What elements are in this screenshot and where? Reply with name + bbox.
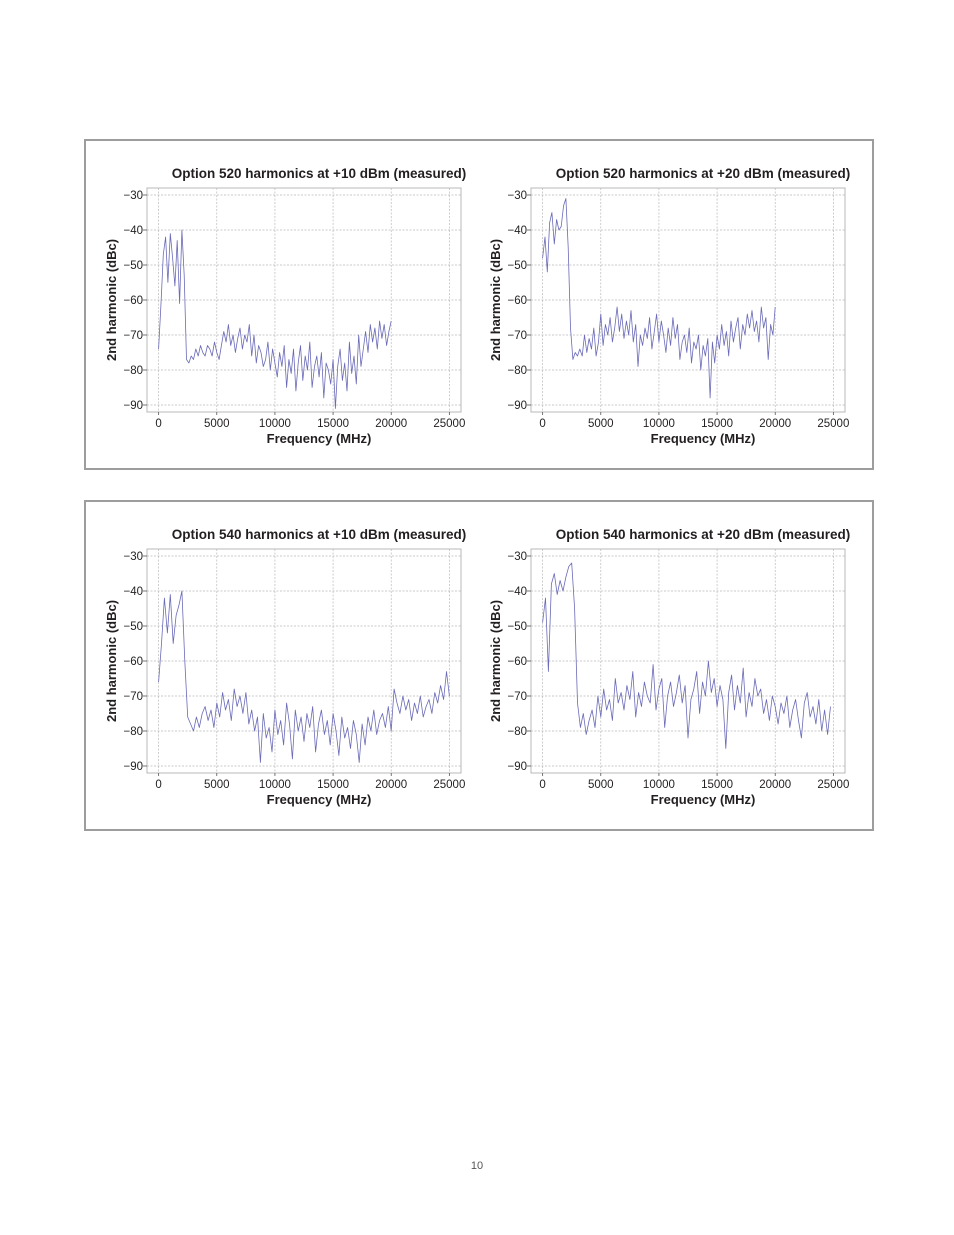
x-tick-label: 25000: [817, 418, 850, 430]
y-tick-label: −60: [507, 656, 527, 668]
y-tick-label: −80: [507, 365, 527, 377]
y-tick-label: −50: [507, 621, 527, 633]
y-tick-label: −90: [123, 761, 143, 773]
y-tick-label: −60: [123, 295, 143, 307]
chart-option-540-20dbm: [484, 502, 867, 822]
chart-option-520-20dbm: [484, 141, 867, 461]
x-tick-label: 10000: [642, 418, 675, 430]
y-tick-label: −90: [507, 761, 527, 773]
x-tick-label: 25000: [817, 779, 850, 791]
y-tick-label: −40: [123, 225, 143, 237]
x-axis-label: Frequency (MHz): [266, 792, 372, 807]
x-tick-label: 15000: [701, 779, 734, 791]
x-tick-label: 20000: [759, 779, 792, 791]
y-tick-label: −30: [123, 190, 143, 202]
y-tick-label: −50: [507, 260, 527, 272]
y-tick-label: −40: [123, 586, 143, 598]
chart-option-520-10dbm: [100, 141, 483, 461]
y-tick-label: −30: [507, 551, 527, 563]
x-tick-label: 5000: [587, 779, 614, 791]
y-tick-label: −40: [507, 225, 527, 237]
x-tick-label: 5000: [587, 418, 614, 430]
y-tick-label: −50: [123, 260, 143, 272]
x-tick-label: 5000: [203, 779, 230, 791]
x-tick-label: 0: [155, 418, 162, 430]
x-axis-label: Frequency (MHz): [650, 431, 756, 446]
x-tick-label: 20000: [759, 418, 792, 430]
y-axis-label: 2nd harmonic (dBc): [488, 238, 503, 362]
x-tick-label: 0: [539, 779, 546, 791]
y-tick-label: −80: [123, 365, 143, 377]
x-tick-label: 15000: [317, 779, 350, 791]
x-tick-label: 25000: [433, 418, 466, 430]
x-tick-label: 20000: [375, 779, 408, 791]
chart-title: Option 520 harmonics at +10 dBm (measured): [171, 166, 467, 181]
y-tick-label: −80: [123, 726, 143, 738]
chart-title: Option 540 harmonics at +10 dBm (measured): [171, 527, 467, 542]
page-number: 10: [470, 1160, 484, 1172]
y-tick-label: −80: [507, 726, 527, 738]
y-axis-label: 2nd harmonic (dBc): [488, 599, 503, 723]
y-tick-label: −40: [507, 586, 527, 598]
y-tick-label: −30: [507, 190, 527, 202]
x-axis-label: Frequency (MHz): [650, 792, 756, 807]
y-tick-label: −70: [507, 330, 527, 342]
x-tick-label: 20000: [375, 418, 408, 430]
x-tick-label: 15000: [701, 418, 734, 430]
x-axis-label: Frequency (MHz): [266, 431, 372, 446]
x-tick-label: 10000: [258, 779, 291, 791]
chart-option-540-10dbm: [100, 502, 483, 822]
x-tick-label: 15000: [317, 418, 350, 430]
y-tick-label: −70: [123, 330, 143, 342]
chart-title: Option 520 harmonics at +20 dBm (measured): [555, 166, 851, 181]
y-tick-label: −90: [507, 400, 527, 412]
chart-title: Option 540 harmonics at +20 dBm (measured): [555, 527, 851, 542]
y-tick-label: −50: [123, 621, 143, 633]
y-tick-label: −90: [123, 400, 143, 412]
chart-panel-option-540: [84, 500, 874, 831]
y-tick-label: −60: [507, 295, 527, 307]
chart-panel-option-520: [84, 139, 874, 470]
y-tick-label: −60: [123, 656, 143, 668]
y-axis-label: 2nd harmonic (dBc): [104, 599, 119, 723]
x-tick-label: 0: [155, 779, 162, 791]
x-tick-label: 10000: [258, 418, 291, 430]
y-tick-label: −30: [123, 551, 143, 563]
x-tick-label: 10000: [642, 779, 675, 791]
x-tick-label: 0: [539, 418, 546, 430]
x-tick-label: 25000: [433, 779, 466, 791]
y-tick-label: −70: [507, 691, 527, 703]
y-axis-label: 2nd harmonic (dBc): [104, 238, 119, 362]
y-tick-label: −70: [123, 691, 143, 703]
x-tick-label: 5000: [203, 418, 230, 430]
